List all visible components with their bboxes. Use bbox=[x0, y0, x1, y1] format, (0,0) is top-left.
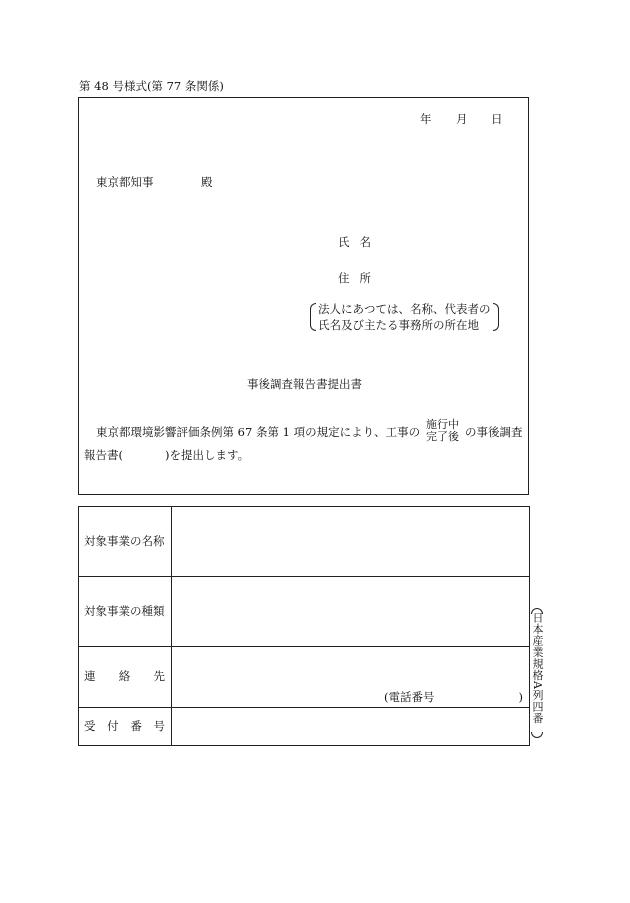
phone-number-label: (電話番号 bbox=[384, 690, 435, 705]
date-month-label: 月 bbox=[456, 112, 468, 126]
contact-label-char: 連 bbox=[84, 669, 96, 684]
contact-label-char: 絡 bbox=[118, 669, 131, 684]
date-day-label: 日 bbox=[491, 112, 503, 126]
applicant-name-label: 氏名 bbox=[338, 235, 381, 249]
honorific: 殿 bbox=[201, 175, 213, 189]
date-year-label: 年 bbox=[420, 112, 432, 126]
project-info-table bbox=[78, 506, 530, 746]
corporate-note-line2: 氏名及び主たる事務所の所在地 bbox=[318, 318, 479, 332]
phone-number-close: ) bbox=[518, 690, 523, 705]
project-type-field[interactable] bbox=[172, 577, 530, 647]
form-number: 第 48 号様式(第 77 条関係) bbox=[79, 79, 224, 93]
project-name-label: 対象事業の名称 bbox=[79, 507, 172, 577]
table-row bbox=[79, 577, 530, 647]
body-text-line2-start: 報告書( bbox=[84, 448, 123, 462]
right-bracket bbox=[493, 303, 499, 331]
left-bracket bbox=[310, 303, 316, 331]
body-text-line1: 東京都環境影響評価条例第 67 条第 1 項の規定により、工事の bbox=[96, 425, 421, 439]
stage-option-completed: 完了後 bbox=[426, 430, 459, 443]
contact-label-char: 先 bbox=[153, 669, 165, 684]
applicant-address-label: 住所 bbox=[338, 271, 381, 285]
contact-field[interactable] bbox=[172, 647, 530, 708]
report-box bbox=[78, 97, 529, 495]
table-row bbox=[79, 647, 530, 708]
contact-label bbox=[79, 647, 172, 708]
paper-size-text: 日本産業規格A列四番 bbox=[531, 612, 544, 724]
corporate-note bbox=[310, 303, 499, 333]
receipt-label-char: 番 bbox=[130, 718, 142, 733]
body-text-line2-end: )を提出します。 bbox=[165, 448, 250, 462]
stage-options bbox=[426, 419, 459, 443]
addressee: 東京都知事 bbox=[96, 175, 154, 189]
project-type-label: 対象事業の種類 bbox=[79, 577, 172, 647]
receipt-number-field[interactable] bbox=[172, 708, 530, 746]
receipt-label-char: 号 bbox=[153, 718, 165, 733]
receipt-label-char: 受 bbox=[84, 718, 96, 733]
project-name-field[interactable] bbox=[172, 507, 530, 577]
receipt-label-char: 付 bbox=[107, 718, 119, 733]
corporate-note-line1: 法人にあつては、名称、代表者の bbox=[318, 302, 491, 316]
bottom-bracket bbox=[531, 732, 543, 738]
receipt-number-label bbox=[79, 708, 172, 746]
paper-size-note bbox=[529, 608, 545, 738]
stage-option-in-progress: 施行中 bbox=[426, 418, 459, 431]
body-text-line1-tail: の事後調査 bbox=[465, 425, 523, 439]
document-title: 事後調査報告書提出書 bbox=[247, 377, 362, 391]
table-row bbox=[79, 507, 530, 577]
table-row bbox=[79, 708, 530, 746]
